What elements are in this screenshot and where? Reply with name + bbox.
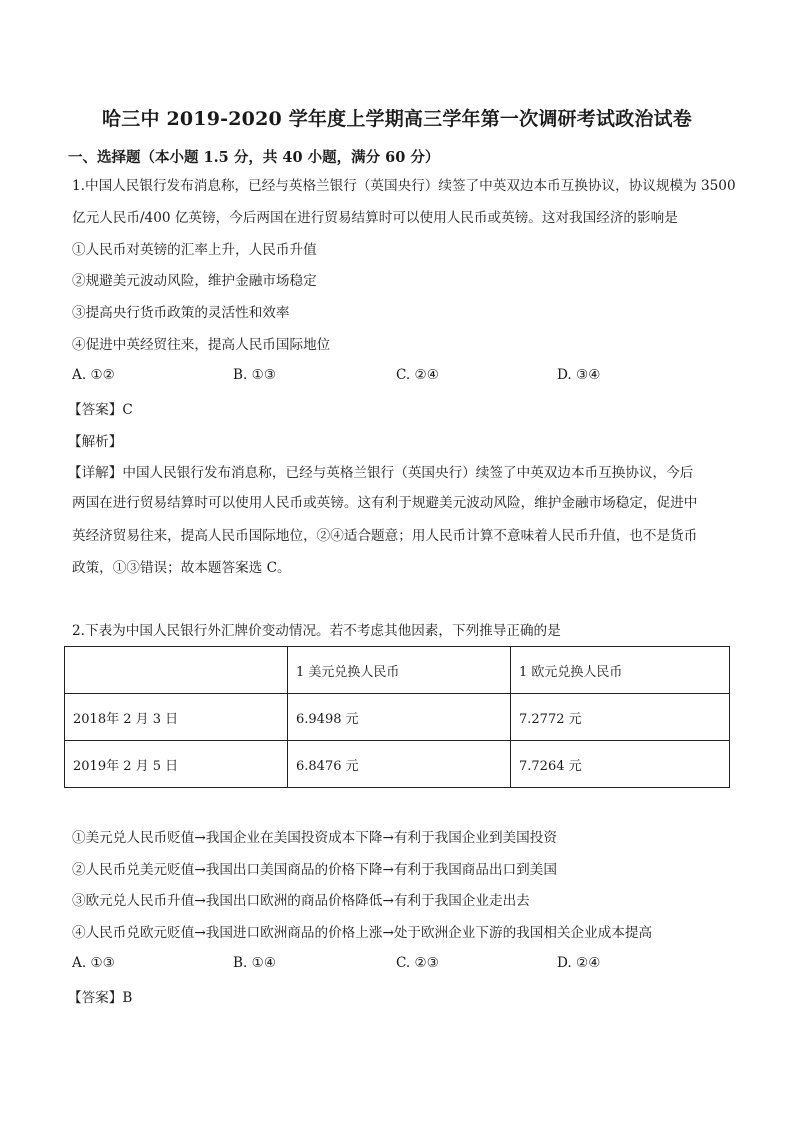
q2-item-2: ②人民币兑美元贬值→我国出口美国商品的价格下降→有利于我国商品出口到美国	[72, 862, 557, 878]
q2-option-b: B. ①④	[233, 955, 277, 971]
q1-item-3: ③提高央行货币政策的灵活性和效率	[72, 305, 290, 321]
table-cell: 7.7264 元	[511, 741, 730, 788]
q1-detail-line-1: 【详解】中国人民银行发布消息称，已经与英格兰银行（英国央行）续签了中英双边本币互换协议，今后	[68, 465, 694, 481]
q2-option-c: C. ②③	[396, 955, 439, 971]
q1-item-2: ②规避美元波动风险，维护金融市场稳定	[72, 273, 317, 289]
q1-detail-line-4: 政策，①③错误；故本题答案选 C。	[72, 560, 291, 576]
exchange-rate-table	[64, 646, 730, 788]
q1-analysis-label: 【解析】	[68, 434, 123, 450]
q1-item-4: ④促进中英经贸往来，提高人民币国际地位	[72, 337, 331, 353]
q1-option-d: D. ③④	[557, 367, 601, 383]
q2-item-4: ④人民币兑欧元贬值→我国进口欧洲商品的价格上涨→处于欧洲企业下游的我国相关企业成本提高	[72, 925, 653, 941]
section-heading: 一、选择题（本小题 1.5 分，共 40 小题，满分 60 分）	[68, 149, 440, 166]
q1-detail-line-2: 两国在进行贸易结算时可以使用人民币或英镑。这有利于规避美元波动风险，维护金融市场稳定，促进中	[72, 495, 698, 511]
q2-option-a: A. ①③	[72, 955, 115, 971]
q2-option-d: D. ②④	[557, 955, 601, 971]
exam-title: 哈三中 2019-2020 学年度上学期高三学年第一次调研考试政治试卷	[102, 108, 692, 130]
q1-stem-line-1: 1.中国人民银行发布消息称，已经与英格兰银行（英国央行）续签了中英双边本币互换协议，协议规模为 3500	[72, 178, 736, 194]
q1-item-1: ①人民币对英镑的汇率上升，人民币升值	[72, 242, 317, 258]
table-header-cell: 1 美元兑换人民币	[288, 647, 511, 694]
table-cell: 6.8476 元	[288, 741, 511, 788]
q2-item-3: ③欧元兑人民币升值→我国出口欧洲的商品价格降低→有利于我国企业走出去	[72, 893, 530, 909]
q1-detail-line-3: 英经济贸易往来，提高人民币国际地位，②④适合题意；用人民币计算不意味着人民币升值，也不是货币	[72, 528, 698, 544]
q1-stem-line-2: 亿元人民币/400 亿英镑，今后两国在进行贸易结算时可以使用人民币或英镑。这对我国经济的影响是	[72, 210, 678, 226]
q2-stem: 2.下表为中国人民银行外汇牌价变动情况。若不考虑其他因素，下列推导正确的是	[72, 623, 561, 639]
q1-answer: 【答案】C	[68, 402, 133, 418]
table-cell: 2019年 2 月 5 日	[65, 741, 288, 788]
table-row	[65, 694, 730, 741]
q1-option-a: A. ①②	[72, 367, 115, 383]
table-header-row	[65, 647, 730, 694]
table-row	[65, 741, 730, 788]
table-cell: 7.2772 元	[511, 694, 730, 741]
q1-option-c: C. ②④	[396, 367, 439, 383]
table-cell: 6.9498 元	[288, 694, 511, 741]
table-header-cell	[65, 647, 288, 694]
q2-item-1: ①美元兑人民币贬值→我国企业在美国投资成本下降→有利于我国企业到美国投资	[72, 830, 557, 846]
table-header-cell: 1 欧元兑换人民币	[511, 647, 730, 694]
q2-answer: 【答案】B	[68, 990, 133, 1006]
q1-option-b: B. ①③	[233, 367, 277, 383]
table-cell: 2018年 2 月 3 日	[65, 694, 288, 741]
